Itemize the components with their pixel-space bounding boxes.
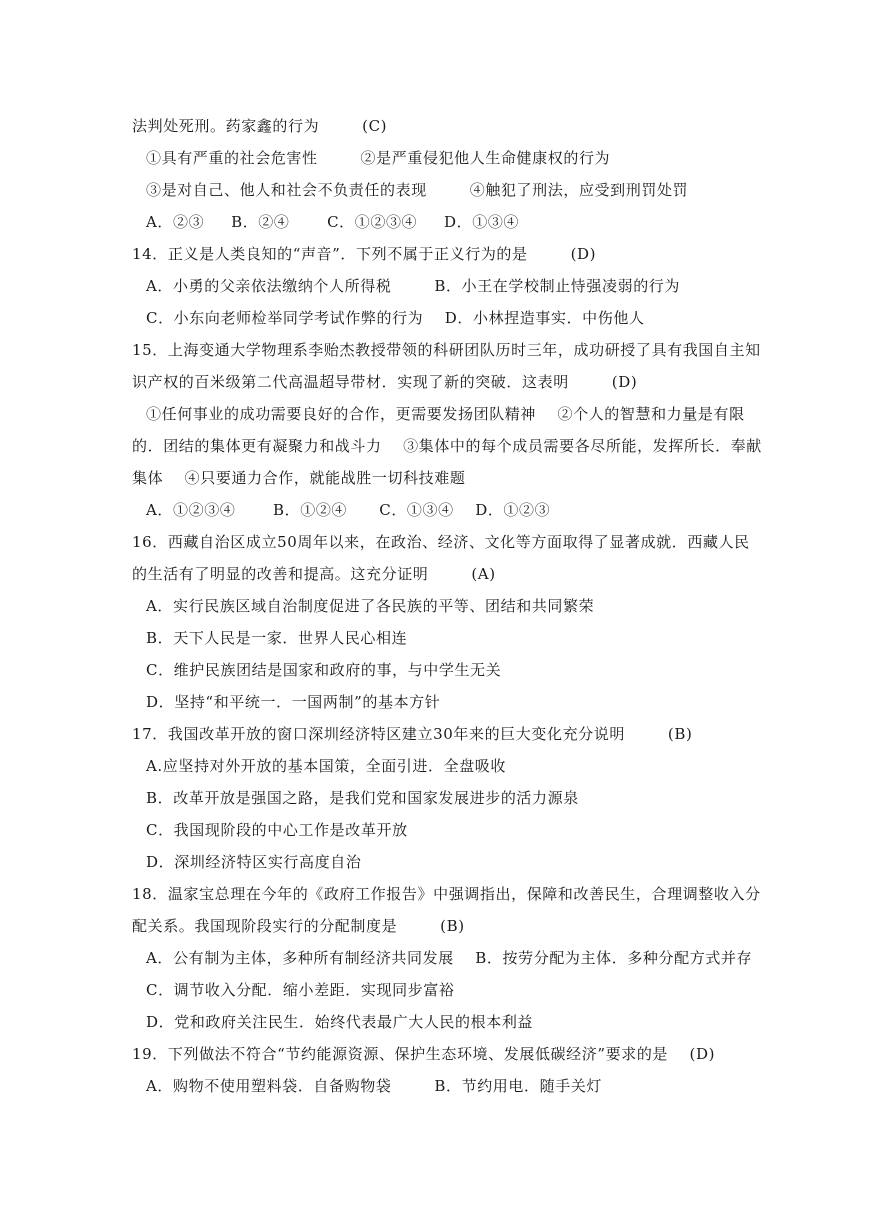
option-line: A.应坚持对外开放的基本国策，全面引进．全盘吸收	[146, 757, 507, 775]
option-line: ③是对自己、他人和社会不负责任的表现 ④触犯了刑法，应受到刑罚处罚	[146, 181, 689, 199]
question-19: 19．下列做法不符合“节约能源资源、保护生态环境、发展低碳经济”要求的是 (D)	[132, 1045, 716, 1063]
option-line: C．小东向老师检举同学考试作弊的行为 D．小林捏造事实．中伤他人	[146, 309, 645, 327]
question-15: 15．上海变通大学物理系李贻杰教授带领的科研团队历时三年，成功研授了具有我国自主知	[132, 341, 761, 359]
option-line: D．坚持“和平统一．一国两制”的基本方针	[146, 693, 441, 711]
option-line: A．公有制为主体，多种所有制经济共同发展 B．按劳分配为主体．多种分配方式并存	[146, 949, 753, 967]
option-line: D．党和政府关注民生．始终代表最广大人民的根本利益	[146, 1013, 534, 1031]
text-line: 法判处死刑。药家鑫的行为 (C)	[132, 117, 388, 135]
option-line: 的．团结的集体更有凝聚力和战斗力 ③集体中的每个成员需要各尽所能，发挥所长．奉献	[132, 437, 762, 455]
question-16: 16．西藏自治区成立50周年以来，在政治、经济、文化等方面取得了显著成就．西藏人民	[132, 533, 750, 551]
option-line: B．天下人民是一家．世界人民心相连	[146, 629, 408, 647]
option-line: C．我国现阶段的中心工作是改革开放	[146, 821, 408, 839]
question-17: 17．我国改革开放的窗口深圳经济特区建立30年来的巨大变化充分说明 (B)	[132, 725, 693, 743]
option-line: A．购物不使用塑料袋．自备购物袋 B．节约用电．随手关灯	[146, 1077, 603, 1095]
option-line: ①具有严重的社会危害性 ②是严重侵犯他人生命健康权的行为	[146, 149, 611, 167]
option-line: A．实行民族区域自治制度促进了各民族的平等、团结和共同繁荣	[146, 597, 595, 615]
option-line: ①任何事业的成功需要良好的合作，更需要发扬团队精神 ②个人的智慧和力量是有限	[146, 405, 745, 423]
option-line: D．深圳经济特区实行高度自治	[146, 853, 362, 871]
answer-choices: A．①②③④ B．①②④ C．①③④ D．①②③	[146, 501, 551, 519]
option-line: A．小勇的父亲依法缴纳个人所得税 B．小王在学校制止恃强凌弱的行为	[146, 277, 681, 295]
option-line: B．改革开放是强国之路，是我们党和国家发展进步的活力源泉	[146, 789, 579, 807]
option-line: C．维护民族团结是国家和政府的事，与中学生无关	[146, 661, 502, 679]
question-18: 18．温家宝总理在今年的《政府工作报告》中强调指出，保障和改善民生，合理调整收入分	[132, 885, 761, 903]
question-18-cont: 配关系。我国现阶段实行的分配制度是 (B)	[132, 917, 465, 935]
question-16-cont: 的生活有了明显的改善和提高。这充分证明 (A)	[132, 565, 496, 583]
question-15-cont: 识产权的百米级第二代高温超导带材．实现了新的突破．这表明 (D)	[132, 373, 638, 391]
answer-choices: A．②③ B．②④ C．①②③④ D．①③④	[146, 213, 520, 231]
question-14: 14．正义是人类良知的“声音”．下列不属于正义行为的是 (D)	[132, 245, 597, 263]
option-line: 集体 ④只要通力合作，就能战胜一切科技难题	[132, 469, 466, 487]
option-line: C．调节收入分配．缩小差距．实现同步富裕	[146, 981, 455, 999]
